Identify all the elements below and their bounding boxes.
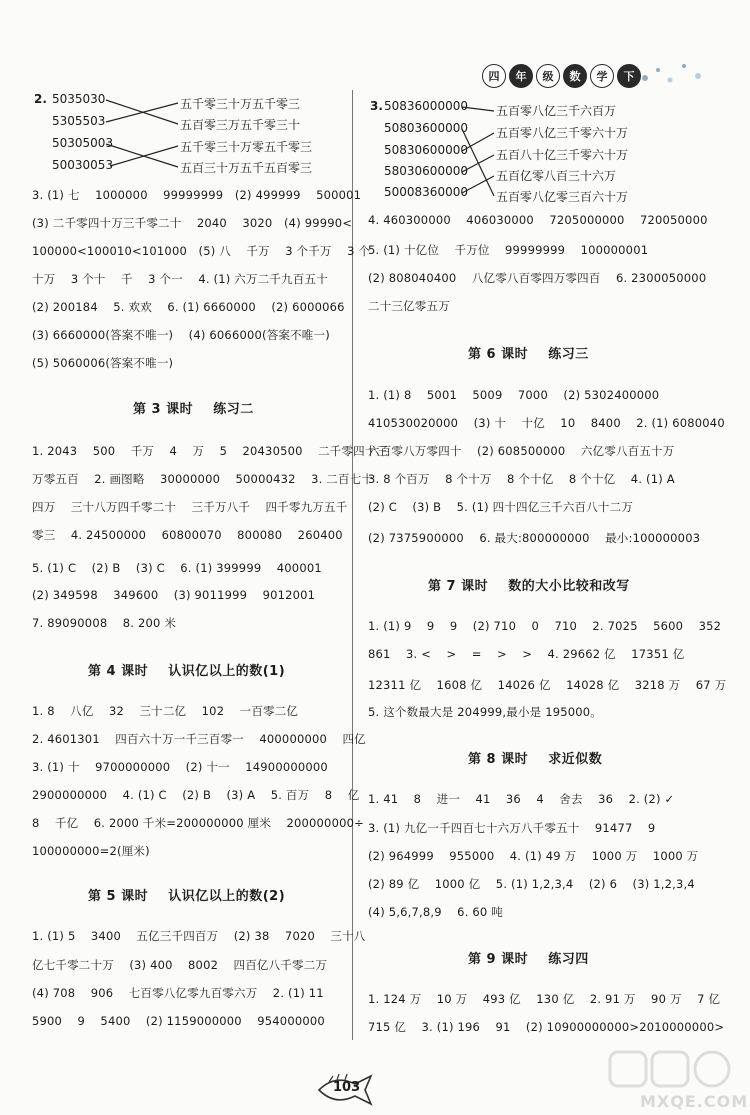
page-number: 103: [333, 1080, 361, 1095]
match-word: 五百零八亿三千六百万: [496, 104, 617, 118]
match-lines: [0, 0, 350, 200]
answer-line: 4. 460300000 406030000 7205000000 720050000: [368, 213, 708, 227]
answer-line: (2) 7375900000 6. 最大:800000000 最小:100000003: [368, 531, 701, 545]
match-number: 50305003: [52, 136, 114, 150]
answer-line: 二十三亿零五万: [368, 299, 450, 313]
answer-line: 5. 这个数最大是 204999,最小是 195000。: [368, 705, 602, 719]
answer-line: (3) 二千零四十万三千零二十 2040 3020 (4) 99990<: [32, 216, 353, 230]
answer-line: 零三 4. 24500000 60800070 800080 260400: [32, 528, 343, 542]
exercise-label: 3.: [370, 99, 383, 113]
match-word: 五千零三十万零五千零三: [180, 140, 313, 154]
answer-line: (2) C (3) B 5. (1) 四十四亿三千六百八十二万: [368, 500, 634, 514]
match-number: 50030053: [52, 158, 114, 172]
answer-line: 2. 4601301 四百六十万一千三百零一 400000000 四亿: [32, 732, 366, 746]
answer-line: 四万 三十八万四千零二十 三千万八千 四千零九万五千: [32, 500, 348, 514]
answer-line: 3. (1) 九亿一千四百七十六万八千零五十 91477 9: [368, 821, 656, 835]
lesson-heading: 第 7 课时 数的大小比较和改写: [428, 579, 630, 594]
match-word: 五百零三万五千零三十: [180, 118, 301, 132]
answer-line: 1. 2043 500 千万 4 万 5 20430500 二千零四十三: [32, 444, 389, 458]
lesson-heading: 第 4 课时 认识亿以上的数(1): [88, 664, 286, 679]
match-word: 五百零八亿零三百六十万: [496, 190, 629, 204]
answer-line: 3. (1) 七 1000000 99999999 (2) 499999 500001: [32, 188, 362, 202]
watermark-text: MXQE.COM: [640, 1092, 749, 1111]
match-word: 五百八十亿三千零六十万: [496, 148, 629, 162]
answer-line: 1. (1) 5 3400 五亿三千四百万 (2) 38 7020 三十八: [32, 929, 366, 943]
answer-line: 万零五百 2. 画图略 30000000 50000432 3. 二百七十: [32, 472, 374, 486]
badge-char: 年: [509, 64, 533, 88]
answer-line: 1. 8 八亿 32 三十二亿 102 一百零二亿: [32, 704, 299, 718]
match-number: 58030600000: [384, 164, 468, 178]
answer-line: (5) 5060006(答案不唯一): [32, 356, 174, 370]
answer-line: (2) 200184 5. 欢欢 6. (1) 6660000 (2) 6000066: [32, 300, 345, 314]
match-word: 五百零八亿三千零六十万: [496, 126, 629, 140]
lesson-heading: 第 9 课时 练习四: [468, 952, 589, 967]
answer-line: 2900000000 4. (1) C (2) B (3) A 5. 百万 8 亿: [32, 788, 360, 802]
answer-line: (2) 349598 349600 (3) 9011999 9012001: [32, 588, 316, 602]
answer-line: 7. 89090008 8. 200 米: [32, 616, 177, 630]
match-number: 5035030: [52, 92, 106, 106]
answer-line: 5900 9 5400 (2) 1159000000 954000000: [32, 1014, 325, 1028]
answer-line: 100000000=2(厘米): [32, 844, 150, 858]
lesson-heading: 第 5 课时 认识亿以上的数(2): [88, 889, 286, 904]
answer-line: 1. 41 8 进一 41 36 4 舍去 36 2. (2) ✓: [368, 792, 675, 806]
badge-char: 四: [482, 64, 506, 88]
answer-line: 1. (1) 8 5001 5009 7000 (2) 5302400000: [368, 388, 660, 402]
answer-line: 100000<100010<101000 (5) 八 千万 3 个千万 3 个: [32, 244, 371, 258]
answer-line: 861 3. < > = > > 4. 29662 亿 17351 亿: [368, 647, 685, 661]
answer-line: (4) 5,6,7,8,9 6. 60 吨: [368, 905, 503, 919]
match-word: 五百亿零八百三十六万: [496, 169, 617, 183]
answer-line: 12311 亿 1608 亿 14026 亿 14028 亿 3218 万 67 万: [368, 678, 727, 692]
match-number: 5305503: [52, 114, 106, 128]
answer-line: (3) 6660000(答案不唯一) (4) 6066000(答案不唯一): [32, 328, 330, 342]
match-number: 50008360000: [384, 185, 468, 199]
answer-line: (4) 708 906 七百零八亿零九百零六万 2. (1) 11: [32, 986, 324, 1000]
answer-line: 十万 3 个十 千 3 个一 4. (1) 六万二千九百五十: [32, 272, 328, 286]
answer-line: (2) 808040400 八亿零八百零四万零四百 6. 2300050000: [368, 271, 707, 285]
match-number: 50830600000: [384, 143, 468, 157]
answer-line: (2) 964999 955000 4. (1) 49 万 1000 万 1000 万: [368, 849, 699, 863]
column-divider: [352, 90, 353, 1040]
answer-line: 410530020000 (3) 十 十亿 10 8400 2. (1) 6080040: [368, 416, 725, 430]
answer-line: 715 亿 3. (1) 196 91 (2) 10900000000>2010000000>: [368, 1020, 725, 1034]
answer-line: 3. (1) 十 9700000000 (2) 十一 14900000000: [32, 760, 328, 774]
right-column: [360, 0, 730, 1115]
match-word: 五千零三十万五千零三: [180, 97, 301, 111]
lesson-heading: 第 8 课时 求近似数: [468, 752, 603, 767]
answer-line: 3. 8 个百万 8 个十万 8 个十亿 8 个十亿 4. (1) A: [368, 472, 675, 486]
badge-char: 数: [563, 64, 587, 88]
answer-line: 亿七千零二十万 (3) 400 8002 四百亿八千零二万: [32, 958, 328, 972]
answer-line: 六百零八万零四十 (2) 608500000 六亿零八百五十万: [368, 444, 675, 458]
match-lines: [360, 0, 730, 220]
answer-line: (2) 89 亿 1000 亿 5. (1) 1,2,3,4 (2) 6 (3) 1,2,3,4: [368, 877, 695, 891]
badge-char: 级: [536, 64, 560, 88]
answer-line: 8 千亿 6. 2000 千米=200000000 厘米 200000000÷: [32, 816, 364, 830]
badge-char: 下: [617, 64, 641, 88]
answer-line: 5. (1) 十亿位 千万位 99999999 100000001: [368, 243, 649, 257]
badge-char: 学: [590, 64, 614, 88]
lesson-heading: 第 6 课时 练习三: [468, 347, 589, 362]
exercise-label: 2.: [34, 92, 47, 106]
match-number: 50836000000: [384, 99, 468, 113]
match-word: 五百三十万五千五百零三: [180, 161, 313, 175]
match-number: 50803600000: [384, 121, 468, 135]
answer-line: 5. (1) C (2) B (3) C 6. (1) 399999 400001: [32, 561, 322, 575]
lesson-heading: 第 3 课时 练习二: [133, 402, 254, 417]
answer-line: 1. (1) 9 9 9 (2) 710 0 710 2. 7025 5600 352: [368, 619, 722, 633]
answer-line: 1. 124 万 10 万 493 亿 130 亿 2. 91 万 90 万 7 亿: [368, 992, 721, 1006]
